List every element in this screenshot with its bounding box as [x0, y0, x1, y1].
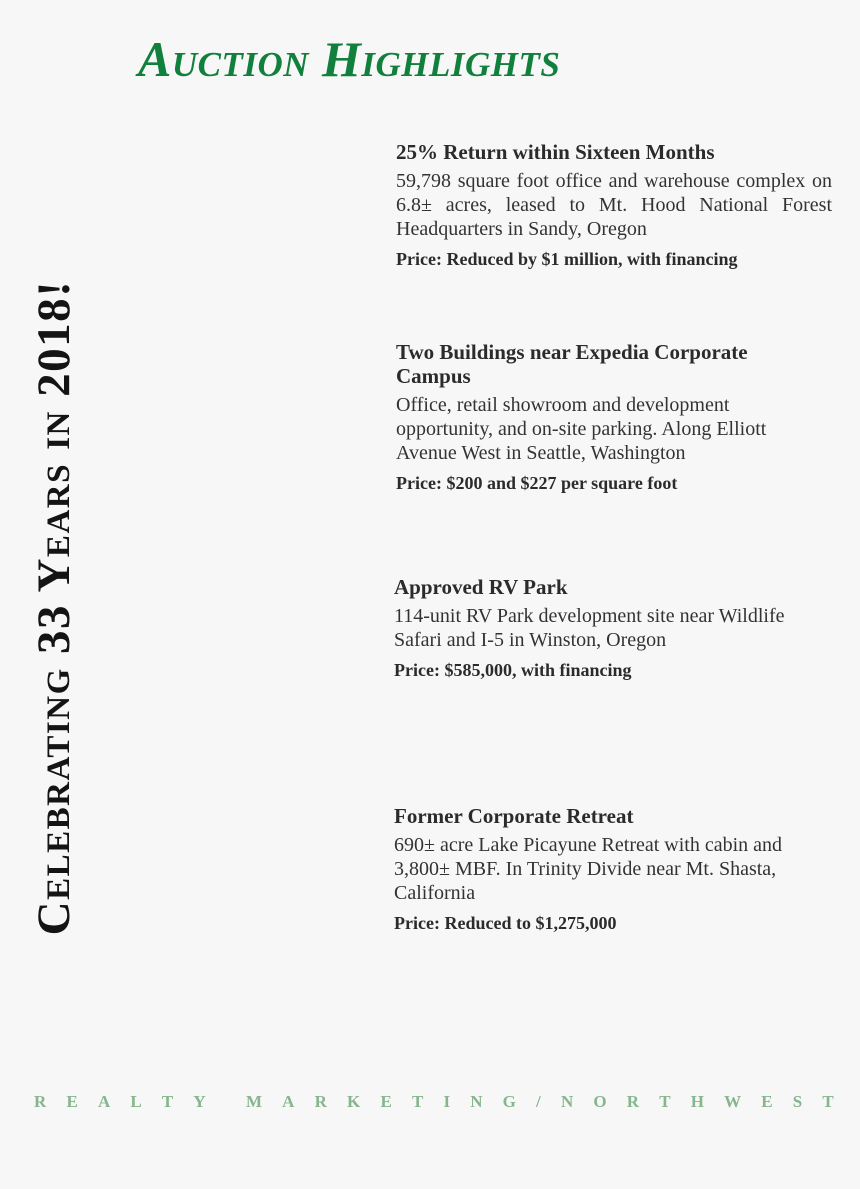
- footer-letter: M: [245, 1092, 263, 1111]
- listing-heading: 25% Return within Sixteen Months: [396, 140, 715, 164]
- listing-price: Price: $585,000, with financing: [394, 660, 632, 680]
- listing-4: [394, 804, 814, 934]
- footer-brand: [34, 1092, 834, 1112]
- footer-letter: A: [282, 1092, 295, 1111]
- side-banner-text: Celebrating 33 Years in 2018!: [28, 279, 80, 936]
- footer-letter: L: [130, 1092, 142, 1111]
- listing-description: Office, retail showroom and development opportunity, and on-site parking. Along Elliott Avenue West in Seattle, Washington: [396, 394, 767, 464]
- footer-letter: E: [66, 1092, 78, 1111]
- footer-letter: N: [470, 1092, 483, 1111]
- footer-letter: O: [593, 1092, 607, 1111]
- footer-letter: W: [724, 1092, 742, 1111]
- listing-heading: Former Corporate Retreat: [394, 804, 634, 828]
- footer-letter: E: [380, 1092, 392, 1111]
- footer-letter: S: [792, 1092, 803, 1111]
- listing-description: 690± acre Lake Picayune Retreat with cabin and 3,800± MBF. In Trinity Divide near Mt. Shasta, California: [394, 834, 783, 904]
- footer-letter: K: [347, 1092, 361, 1111]
- listing-price: Price: Reduced by $1 million, with financing: [396, 249, 738, 269]
- listing-description: 114-unit RV Park development site near Wildlife Safari and I-5 in Winston, Oregon: [394, 605, 785, 651]
- footer-letter: T: [822, 1092, 834, 1111]
- footer-letter: R: [314, 1092, 327, 1111]
- footer-letter: T: [659, 1092, 671, 1111]
- listing-description: 59,798 square foot office and warehouse complex on 6.8± acres, leased to Mt. Hood National Forest Headquarters in Sandy, Oregon: [396, 170, 832, 240]
- page-title: Auction Highlights: [138, 31, 561, 87]
- footer-letter: I: [443, 1092, 451, 1111]
- footer-letter: G: [502, 1092, 516, 1111]
- footer-letter: T: [161, 1092, 174, 1111]
- footer-letter: A: [97, 1092, 111, 1111]
- footer-letter: N: [560, 1092, 574, 1111]
- footer-letter: E: [761, 1092, 773, 1111]
- listing-price: Price: Reduced to $1,275,000: [394, 913, 617, 933]
- footer-letter: /: [536, 1092, 541, 1111]
- listing-heading: Approved RV Park: [394, 575, 568, 599]
- listing-2: [396, 340, 816, 494]
- footer-letter: H: [690, 1092, 704, 1111]
- footer-letter: R: [34, 1092, 47, 1111]
- listing-1: [396, 140, 832, 270]
- listing-3: [394, 575, 814, 681]
- footer-letter: Y: [193, 1092, 206, 1111]
- listing-price: Price: $200 and $227 per square foot: [396, 473, 678, 493]
- footer-letter: R: [626, 1092, 640, 1111]
- footer-letter: T: [411, 1092, 424, 1111]
- listing-heading: Two Buildings near Expedia Corporate Campus: [396, 340, 748, 388]
- side-banner: [28, 195, 80, 1020]
